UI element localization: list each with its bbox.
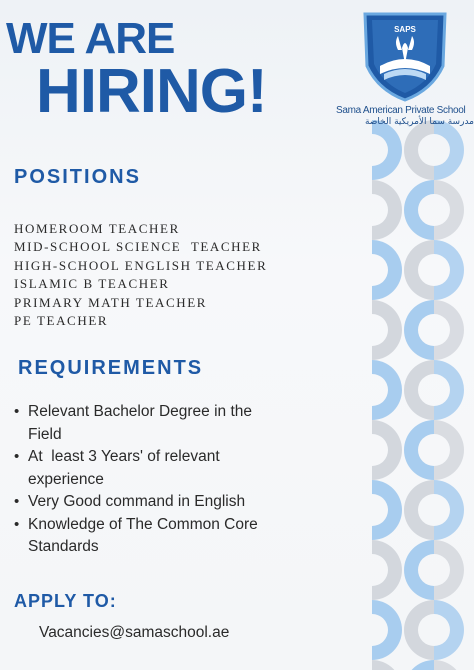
- decor-arc: [404, 240, 434, 300]
- decorative-pattern: [372, 120, 474, 670]
- decor-arc: [434, 240, 464, 300]
- decor-arc: [372, 240, 402, 300]
- decor-arc: [372, 660, 402, 670]
- position-item: PE TEACHER: [14, 313, 109, 329]
- decor-arc: [372, 540, 402, 600]
- bullet-dot-icon: •: [14, 493, 20, 510]
- decor-arc: [434, 480, 464, 540]
- headline-hiring: HIRING!: [36, 57, 267, 126]
- decor-arc: [372, 180, 402, 240]
- decor-arc: [372, 300, 402, 360]
- positions-heading: POSITIONS: [14, 166, 141, 188]
- requirement-item: [14, 491, 324, 514]
- decor-arc: [372, 600, 402, 660]
- decor-arc: [372, 360, 402, 420]
- requirements-heading: REQUIREMENTS: [18, 357, 204, 379]
- decor-arc: [372, 420, 402, 480]
- requirement-item: [14, 401, 324, 446]
- position-item: ISLAMIC B TEACHER: [14, 276, 170, 292]
- shield-crest-icon: [336, 8, 474, 104]
- apply-heading: APPLY TO:: [14, 591, 117, 611]
- position-item: MID-SCHOOL SCIENCE TEACHER: [14, 239, 262, 255]
- decor-arc: [404, 660, 434, 670]
- position-item: PRIMARY MATH TEACHER: [14, 294, 208, 310]
- positions-list: [14, 220, 267, 330]
- requirement-text: Very Good command in English: [28, 493, 246, 510]
- decor-arc: [434, 300, 464, 360]
- headline-we-are: WE ARE: [6, 14, 175, 63]
- requirement-text: At least 3 Years' of relevant experience: [28, 448, 220, 488]
- decor-arc: [372, 480, 402, 540]
- decor-arc: [404, 600, 434, 660]
- requirement-text: Relevant Bachelor Degree in the Field: [28, 403, 253, 443]
- apply-email-link[interactable]: Vacancies@samaschool.ae: [39, 624, 230, 641]
- school-name: Sama American Private School: [336, 105, 466, 116]
- decor-arc: [434, 540, 464, 600]
- decor-arc: [434, 360, 464, 420]
- decor-arc: [404, 420, 434, 480]
- requirement-item: [14, 446, 324, 491]
- decor-arc: [404, 540, 434, 600]
- requirement-text: Knowledge of The Common Core Standards: [28, 515, 258, 555]
- bullet-dot-icon: •: [14, 448, 20, 465]
- bullet-dot-icon: •: [14, 515, 20, 533]
- decor-arc: [404, 180, 434, 240]
- decor-arc: [404, 360, 434, 420]
- requirement-item: [14, 514, 324, 559]
- position-item: HIGH-SCHOOL ENGLISH TEACHER: [14, 257, 268, 273]
- decor-arc: [434, 660, 464, 670]
- decor-arc: [434, 420, 464, 480]
- school-name-arabic: مدرسة سما الأمريكية الخاصة: [364, 117, 474, 127]
- requirements-list: [14, 401, 324, 559]
- decor-arc: [404, 480, 434, 540]
- position-item: HOMEROOM TEACHER: [14, 221, 180, 236]
- school-logo: [336, 8, 474, 132]
- decor-arc: [404, 300, 434, 360]
- decor-arc: [434, 180, 464, 240]
- logo-badge-text: SAPS: [394, 25, 416, 34]
- decor-arc: [434, 600, 464, 660]
- bullet-dot-icon: •: [14, 403, 20, 420]
